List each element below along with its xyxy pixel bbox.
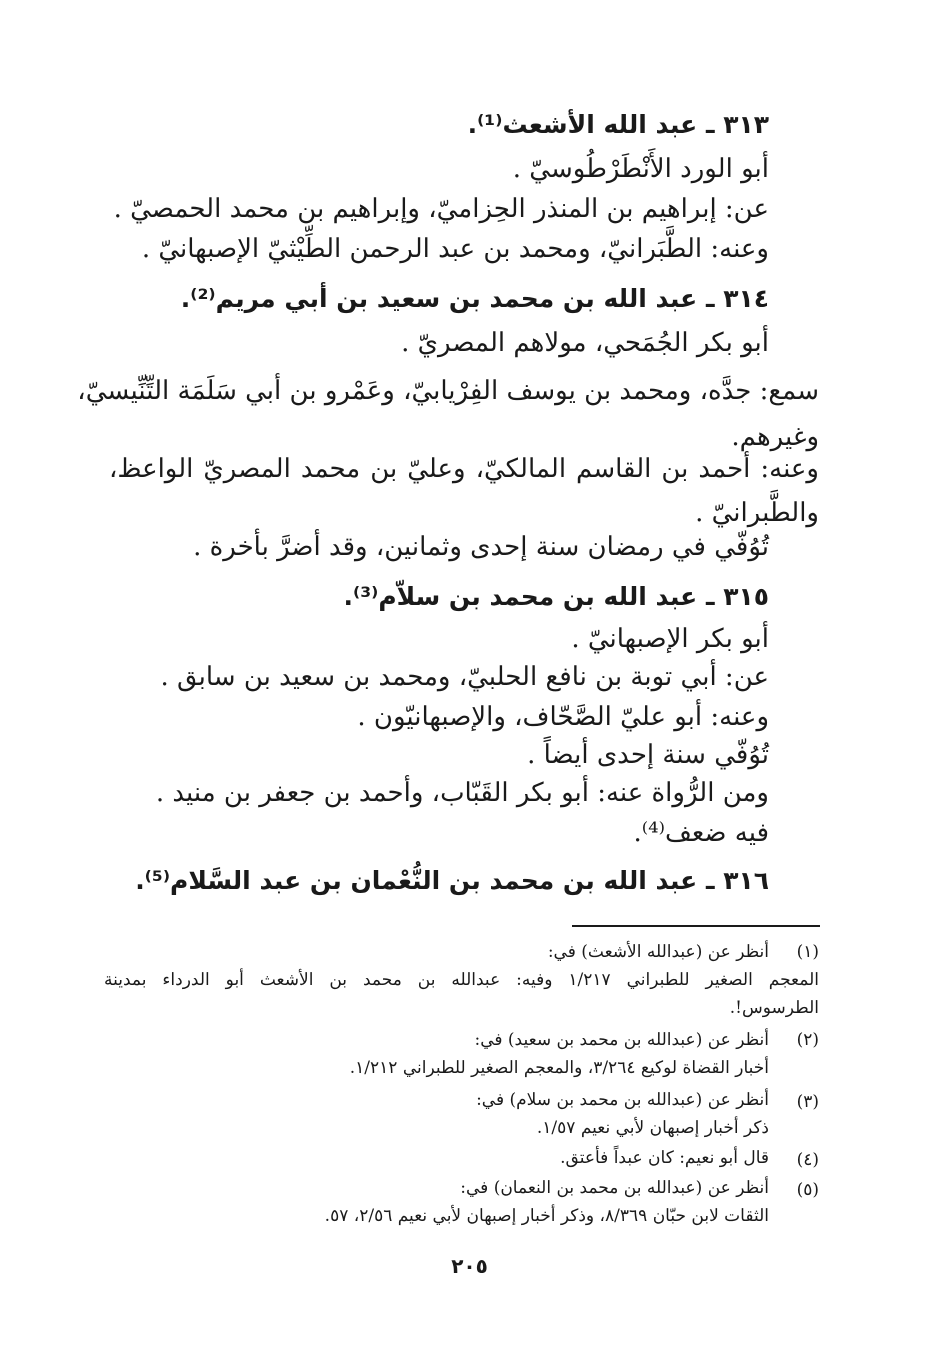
entry-315-heading: ٣١٥ ـ عبد الله بن محمد بن سلاّم⁽³⁾. <box>343 582 769 611</box>
footnote-1-line-1: أنظر عن (عبدالله الأشعث) في: <box>547 942 769 962</box>
footnote-2-line-2: أخبار القضاة لوكيع ٣/٢٦٤، والمعجم الصغير للطبراني ١/٢١٢. <box>349 1058 769 1078</box>
footnote-3-line-1: أنظر عن (عبدالله بن محمد بن سلام) في: <box>476 1090 769 1110</box>
entry-313-kunya: أبو الورد الأَنْطَرْطُوسيّ . <box>512 154 769 184</box>
entry-315-kunya: أبو بكر الإصبهانيّ . <box>571 624 769 654</box>
entry-313-narrators: وعنه: الطَّبَرانيّ، ومحمد بن عبد الرحمن الطِّيْثيّ الإصبهانيّ . <box>141 234 769 264</box>
entry-315-narrators: وعنه: أبو عليّ الصَّحّاف، والإصبهانيّون . <box>357 702 769 732</box>
entry-315-weakness: فيه ضعف⁽⁴⁾. <box>633 818 769 848</box>
footnote-2-number: (٢) <box>796 1030 819 1050</box>
footnote-3-line-2: ذكر أخبار إصبهان لأبي نعيم ١/٥٧. <box>536 1118 769 1138</box>
footnote-4-line-1: قال أبو نعيم: كان عبداً فأعتق. <box>560 1148 769 1168</box>
entry-314-heard: سمع: جدَّه، ومحمد بن يوسف الفِرْيابيّ، وعَمْرو بن أبي سَلَمَة التِّنِّيسيّ، <box>77 376 819 406</box>
footnote-5-line-1: أنظر عن (عبدالله بن محمد بن النعمان) في: <box>460 1178 769 1198</box>
entry-314-heading: ٣١٤ ـ عبد الله بن محمد بن سعيد بن أبي مريم⁽²⁾. <box>180 284 769 313</box>
footnote-2-line-1: أنظر عن (عبدالله بن محمد بن سعيد) في: <box>474 1030 769 1050</box>
page-number: ٢٠٥ <box>451 1254 488 1278</box>
entry-314-others: وغيرهم. <box>731 422 819 452</box>
entry-313-heading: ٣١٣ ـ عبد الله الأشعث⁽¹⁾. <box>467 110 769 139</box>
footnote-1-line-3: الطرسوس!. <box>729 998 819 1018</box>
entry-313-from: عن: إبراهيم بن المنذر الحِزاميّ، وإبراهيم بن محمد الحمصيّ . <box>113 194 769 224</box>
entry-314-narrators: وعنه: أحمد بن القاسم المالكيّ، وعليّ بن محمد المصريّ الواعظ، <box>109 454 819 484</box>
footnote-3-number: (٣) <box>796 1092 819 1112</box>
footnote-5-line-2: الثقات لابن حبّان ٨/٣٦٩، وذكر أخبار إصبهان لأبي نعيم ٢/٥٦، ٥٧. <box>324 1206 769 1226</box>
footnote-1-number: (١) <box>796 942 819 962</box>
footnote-4-number: (٤) <box>796 1150 819 1170</box>
entry-314-narrators-cont: والطَّبرانيّ . <box>695 498 819 528</box>
footnote-5-number: (٥) <box>796 1180 819 1200</box>
entry-315-death: تُوُفّي سنة إحدى أيضاً . <box>527 740 769 770</box>
entry-314-death: تُوُفّي في رمضان سنة إحدى وثمانين، وقد أضرَّ بأخرة . <box>193 532 769 562</box>
entry-316-heading: ٣١٦ ـ عبد الله بن محمد بن النُّعْمان بن عبد السَّلام⁽⁵⁾. <box>135 866 769 895</box>
entry-314-kunya: أبو بكر الجُمَحي، مولاهم المصريّ . <box>401 328 769 358</box>
footnote-separator <box>572 925 820 927</box>
entry-315-transmitters: ومن الرُّواة عنه: أبو بكر القَبّاب، وأحمد بن جعفر بن منيد . <box>155 778 769 808</box>
footnote-1-line-2: المعجم الصغير للطبراني ١/٢١٧ وفيه: عبدالله بن محمد بن الأشعث أبو الدرداء بمدينة <box>104 970 819 990</box>
entry-315-from: عن: أبي توبة بن نافع الحلبيّ، ومحمد بن سعيد بن سابق . <box>160 662 769 692</box>
